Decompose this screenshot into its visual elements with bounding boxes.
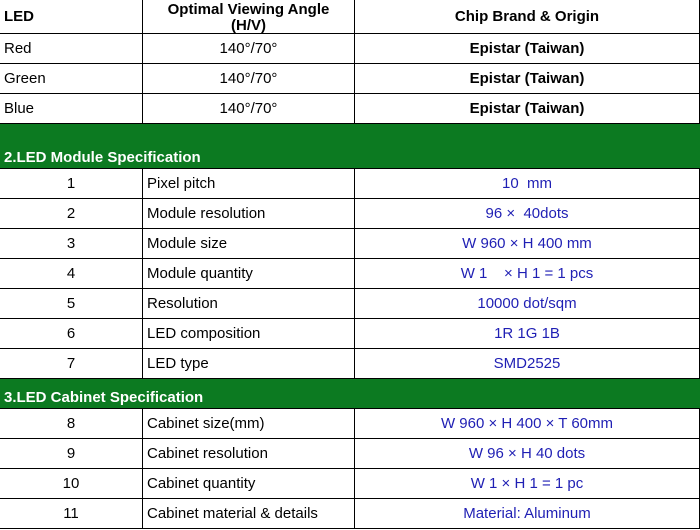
spec-name: Pixel pitch xyxy=(147,175,216,192)
header-chip xyxy=(355,0,700,33)
row-number-text: 9 xyxy=(66,445,76,462)
spec-value: 10 mm xyxy=(501,175,552,192)
spec-name: Cabinet resolution xyxy=(147,445,268,462)
led-color-cell xyxy=(0,34,143,63)
header-led-label: LED xyxy=(4,8,34,25)
chip-value: Epistar (Taiwan) xyxy=(469,40,585,57)
spec-value-cell xyxy=(355,349,700,378)
chip-value: Epistar (Taiwan) xyxy=(469,70,585,87)
spec-value: 96 × 40dots xyxy=(485,205,569,222)
row-number xyxy=(0,349,143,378)
spec-name: Cabinet size(mm) xyxy=(147,415,265,432)
table-row xyxy=(0,409,700,439)
row-number xyxy=(0,469,143,498)
angle-cell xyxy=(143,94,355,123)
spec-name-cell xyxy=(143,259,355,288)
spec-name-cell xyxy=(143,199,355,228)
led-color-cell xyxy=(0,64,143,93)
row-number xyxy=(0,199,143,228)
spec-value: SMD2525 xyxy=(493,355,561,372)
spec-name: Module size xyxy=(147,235,228,252)
table-row xyxy=(0,259,700,289)
angle-value: 140°/70° xyxy=(219,40,278,57)
angle-value: 140°/70° xyxy=(219,100,278,117)
spec-name-cell xyxy=(143,439,355,468)
header-viewing-angle xyxy=(143,0,355,34)
led-color-cell xyxy=(0,94,143,123)
section-title: 2.LED Module Specification xyxy=(4,149,201,166)
row-number xyxy=(0,169,143,198)
row-number-text: 3 xyxy=(66,235,76,252)
spec-value-cell xyxy=(355,169,700,198)
chip-cell xyxy=(355,64,700,93)
spec-name-cell xyxy=(143,409,355,438)
row-number xyxy=(0,409,143,438)
section-header-cabinet xyxy=(0,379,700,409)
spec-value-cell xyxy=(355,199,700,228)
spec-name: Resolution xyxy=(147,295,218,312)
spec-name: LED composition xyxy=(147,325,261,342)
spec-value: W 1 × H 1 = 1 pcs xyxy=(460,265,594,282)
spec-name-cell xyxy=(143,319,355,348)
spec-name: Cabinet quantity xyxy=(147,475,256,492)
spec-name-cell xyxy=(143,289,355,318)
section-header-module xyxy=(0,124,700,169)
spec-value: W 96 × H 40 dots xyxy=(468,445,586,462)
header-chip-label: Chip Brand & Origin xyxy=(454,8,600,25)
table-row xyxy=(0,229,700,259)
row-number xyxy=(0,289,143,318)
table-row xyxy=(0,34,700,64)
row-number-text: 11 xyxy=(63,505,79,522)
row-number xyxy=(0,499,143,528)
spec-value-cell xyxy=(355,439,700,468)
table-header-row xyxy=(0,0,700,34)
spec-value: W 1 × H 1 = 1 pc xyxy=(470,475,584,492)
table-row xyxy=(0,319,700,349)
angle-cell xyxy=(143,34,355,63)
spec-value-cell xyxy=(355,289,700,318)
row-number-text: 5 xyxy=(66,295,76,312)
row-number xyxy=(0,319,143,348)
row-number-text: 6 xyxy=(66,325,76,342)
row-number-text: 8 xyxy=(66,415,76,432)
spec-value-cell xyxy=(355,259,700,288)
spec-value-cell xyxy=(355,229,700,258)
row-number xyxy=(0,259,143,288)
spec-value: W 960 × H 400 mm xyxy=(462,235,592,252)
spec-value-cell xyxy=(355,319,700,348)
row-number-text: 2 xyxy=(66,205,76,222)
row-number-text: 7 xyxy=(66,355,76,372)
chip-cell xyxy=(355,94,700,123)
spec-value: W 960 × H 400 × T 60mm xyxy=(440,415,614,432)
table-row xyxy=(0,169,700,199)
spec-name-cell xyxy=(143,469,355,498)
spec-name: Cabinet material & details xyxy=(147,505,318,522)
header-viewing-angle-label: Optimal Viewing Angle (H/V) xyxy=(167,2,330,34)
angle-value: 140°/70° xyxy=(219,70,278,87)
header-led xyxy=(0,0,143,33)
led-color: Green xyxy=(4,70,46,87)
led-color: Blue xyxy=(4,100,35,117)
row-number-text: 4 xyxy=(66,265,76,282)
spec-value: 10000 dot/sqm xyxy=(477,295,577,312)
spec-value-cell xyxy=(355,469,700,498)
row-number xyxy=(0,439,143,468)
table-row xyxy=(0,64,700,94)
spec-value: Material: Aluminum xyxy=(463,505,591,522)
table-row xyxy=(0,499,700,529)
spec-name-cell xyxy=(143,499,355,528)
table-row xyxy=(0,199,700,229)
spec-name-cell xyxy=(143,349,355,378)
table-row xyxy=(0,439,700,469)
angle-cell xyxy=(143,64,355,93)
row-number xyxy=(0,229,143,258)
table-row xyxy=(0,289,700,319)
spec-value-cell xyxy=(355,409,700,438)
table-row xyxy=(0,94,700,124)
led-color: Red xyxy=(4,40,32,57)
spec-name-cell xyxy=(143,229,355,258)
row-number-text: 1 xyxy=(66,175,76,192)
chip-value: Epistar (Taiwan) xyxy=(469,100,585,117)
chip-cell xyxy=(355,34,700,63)
row-number-text: 10 xyxy=(62,475,80,492)
table-row xyxy=(0,469,700,499)
spec-value-cell xyxy=(355,499,700,528)
table-row xyxy=(0,349,700,379)
spec-name-cell xyxy=(143,169,355,198)
spec-name: LED type xyxy=(147,355,209,372)
spec-name: Module quantity xyxy=(147,265,253,282)
spec-name: Module resolution xyxy=(147,205,266,222)
section-title: 3.LED Cabinet Specification xyxy=(4,389,204,406)
spec-value: 1R 1G 1B xyxy=(494,325,560,342)
